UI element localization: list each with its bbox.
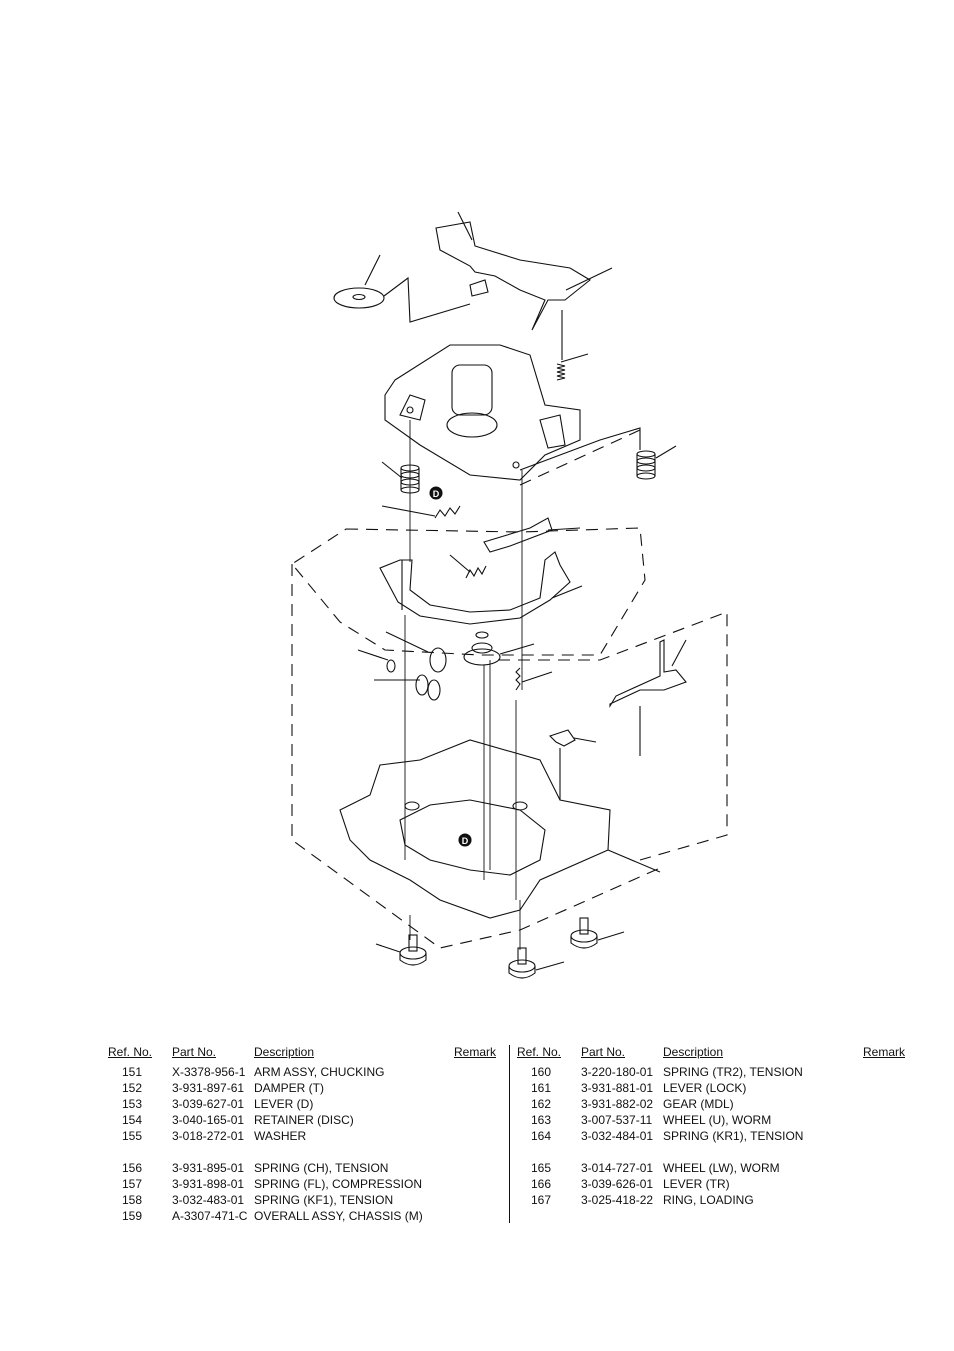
- header-remark: Remark: [863, 1045, 906, 1059]
- upper-deck: [385, 345, 580, 480]
- part-cell: 3-931-895-01: [172, 1161, 245, 1175]
- svg-text:D: D: [432, 489, 440, 499]
- table-row: [517, 1160, 905, 1176]
- table-row: [108, 1096, 496, 1112]
- header-part: Part No.: [172, 1045, 217, 1059]
- table-row: [108, 1064, 496, 1080]
- ref-cell: 165: [531, 1161, 552, 1175]
- part-cell: 3-931-898-01: [172, 1177, 245, 1191]
- table-row: [517, 1080, 905, 1096]
- part-cell: 3-014-727-01: [581, 1161, 654, 1175]
- header-remark: Remark: [454, 1045, 497, 1059]
- foot-right: [571, 918, 624, 948]
- desc-cell: SPRING (KF1), TENSION: [254, 1193, 394, 1207]
- desc-cell: SPRING (TR2), TENSION: [663, 1065, 803, 1079]
- part-cell: 3-032-483-01: [172, 1193, 245, 1207]
- header-part: Part No.: [581, 1045, 626, 1059]
- marker-d-upper: [430, 487, 442, 499]
- alignment-lines: [405, 420, 522, 950]
- part-cell: 3-039-626-01: [581, 1177, 654, 1191]
- part-cell: 3-220-180-01: [581, 1065, 654, 1079]
- table-header: [517, 1042, 905, 1064]
- desc-cell: GEAR (MDL): [663, 1097, 734, 1111]
- table-row: [108, 1176, 496, 1192]
- chassis-base: [340, 740, 660, 918]
- table-row: [517, 1096, 905, 1112]
- desc-cell: RING, LOADING: [663, 1193, 754, 1207]
- wheel-worm-lw: [374, 675, 440, 700]
- table-header: [108, 1042, 496, 1064]
- part-cell: 3-018-272-01: [172, 1129, 245, 1143]
- table-row: [517, 1128, 905, 1144]
- desc-cell: RETAINER (DISC): [254, 1113, 354, 1127]
- dashed-outline-upper: [292, 212, 727, 948]
- desc-cell: SPRING (FL), COMPRESSION: [254, 1177, 423, 1191]
- spring-compression: [382, 506, 460, 518]
- desc-cell: SPRING (KR1), TENSION: [663, 1129, 804, 1143]
- washer-part: [334, 255, 470, 322]
- part-cell: 3-931-881-01: [581, 1081, 654, 1095]
- ref-cell: 166: [531, 1177, 552, 1191]
- marker-d-lower: [459, 834, 471, 846]
- spring-kr1: [516, 668, 552, 690]
- desc-cell: LEVER (LOCK): [663, 1081, 747, 1095]
- chucking-arm: [436, 222, 612, 330]
- desc-cell: ARM ASSY, CHUCKING: [254, 1065, 385, 1079]
- desc-cell: OVERALL ASSY, CHASSIS (M): [254, 1209, 423, 1223]
- table-row: [517, 1192, 905, 1208]
- washer-small: [358, 650, 395, 672]
- part-cell: X-3378-956-1: [172, 1065, 246, 1079]
- header-desc: Description: [254, 1045, 315, 1059]
- table-divider: [509, 1045, 510, 1223]
- desc-cell: LEVER (TR): [663, 1177, 730, 1191]
- desc-cell: SPRING (CH), TENSION: [254, 1161, 389, 1175]
- header-desc: Description: [663, 1045, 724, 1059]
- desc-cell: LEVER (D): [254, 1097, 314, 1111]
- table-row: [108, 1128, 496, 1144]
- table-row: [517, 1112, 905, 1128]
- ref-cell: 155: [122, 1129, 143, 1143]
- ref-cell: 157: [122, 1177, 143, 1191]
- part-cell: 3-040-165-01: [172, 1113, 245, 1127]
- damper-left: [382, 462, 419, 493]
- header-ref: Ref. No.: [108, 1045, 153, 1059]
- ref-cell: 160: [531, 1065, 552, 1079]
- foot-left: [376, 935, 426, 965]
- table-row: [108, 1080, 496, 1096]
- ref-cell: 153: [122, 1097, 143, 1111]
- ref-cell: 152: [122, 1081, 143, 1095]
- loading-ring: [380, 552, 582, 624]
- ref-cell: 161: [531, 1081, 552, 1095]
- part-cell: 3-025-418-22: [581, 1193, 654, 1207]
- desc-cell: WHEEL (LW), WORM: [663, 1161, 780, 1175]
- ref-cell: 151: [122, 1065, 143, 1079]
- table-row: [108, 1208, 496, 1224]
- spring-tension-upper: [557, 310, 588, 380]
- parts-table-left: [108, 1042, 496, 1224]
- ref-cell: 158: [122, 1193, 143, 1207]
- lever-tr: [610, 640, 686, 756]
- ref-cell: 162: [531, 1097, 552, 1111]
- header-ref: Ref. No.: [517, 1045, 562, 1059]
- ref-cell: 156: [122, 1161, 143, 1175]
- part-cell: 3-931-897-61: [172, 1081, 245, 1095]
- table-row: [517, 1176, 905, 1192]
- spring-small-center: [450, 555, 486, 578]
- table-row: [517, 1064, 905, 1080]
- ref-cell: 163: [531, 1113, 552, 1127]
- table-row: [108, 1112, 496, 1128]
- desc-cell: WASHER: [254, 1129, 307, 1143]
- ref-cell: 164: [531, 1129, 552, 1143]
- damper-right: [520, 428, 676, 479]
- lever-lock: [484, 518, 580, 552]
- desc-cell: DAMPER (T): [254, 1081, 324, 1095]
- lever-d: [550, 730, 596, 800]
- ref-cell: 159: [122, 1209, 143, 1223]
- foot-center: [509, 948, 564, 978]
- svg-text:D: D: [461, 836, 469, 846]
- table-row: [108, 1192, 496, 1208]
- part-cell: 3-931-882-02: [581, 1097, 654, 1111]
- ref-cell: 167: [531, 1193, 552, 1207]
- part-cell: 3-032-484-01: [581, 1129, 654, 1143]
- parts-table-right: [517, 1042, 905, 1208]
- ref-cell: 154: [122, 1113, 143, 1127]
- part-cell: 3-007-537-11: [581, 1113, 653, 1127]
- desc-cell: WHEEL (U), WORM: [663, 1113, 772, 1127]
- part-cell: 3-039-627-01: [172, 1097, 245, 1111]
- table-row: [108, 1160, 496, 1176]
- part-cell: A-3307-471-C: [172, 1209, 248, 1223]
